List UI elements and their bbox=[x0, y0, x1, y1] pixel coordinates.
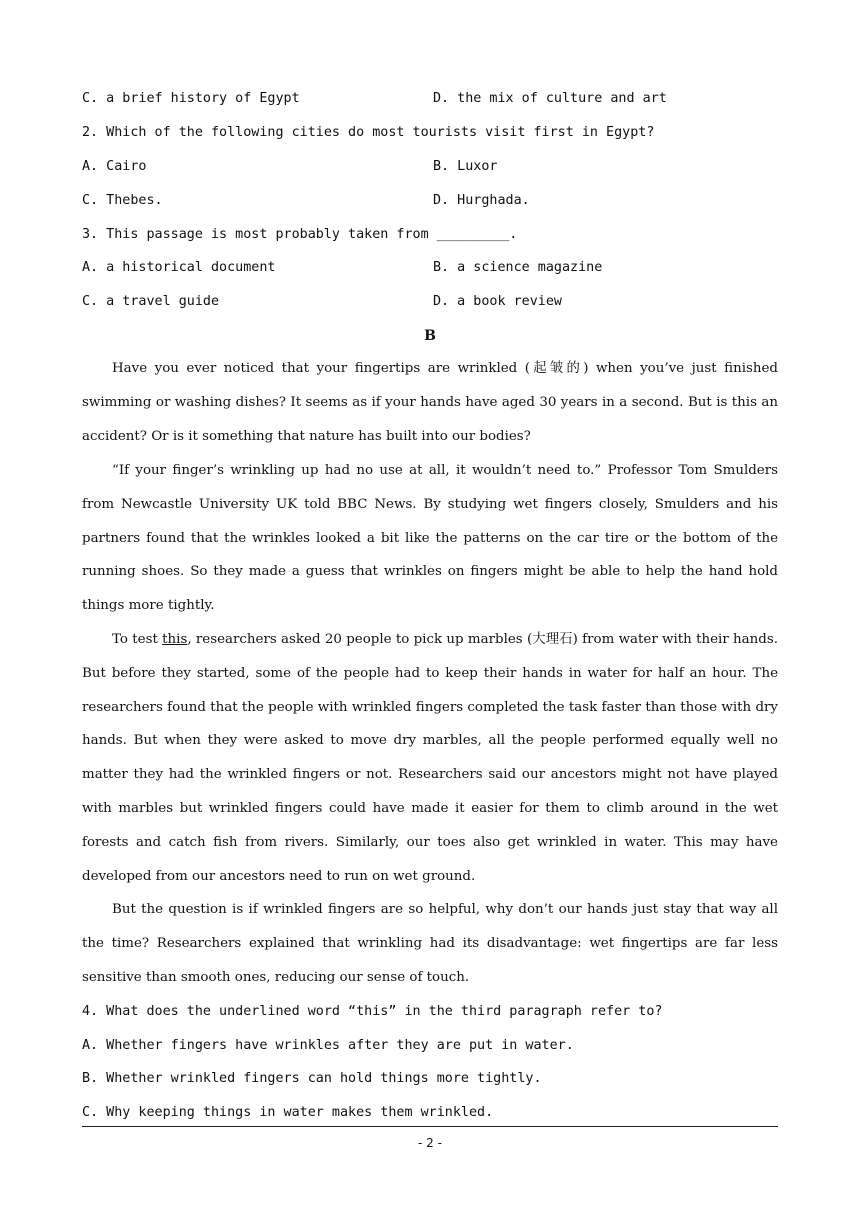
q3-option-c: C. a travel guide bbox=[82, 294, 220, 309]
q3-option-a: A. a historical document bbox=[82, 260, 276, 275]
q4-option-b: B. Whether wrinkled fingers can hold things more tightly. bbox=[82, 1071, 542, 1086]
underlined-word: this bbox=[162, 632, 188, 647]
q1-option-c: C. a brief history of Egypt bbox=[82, 91, 300, 106]
q3-option-d: D. a book review bbox=[433, 294, 562, 309]
paragraph-4: But the question is if wrinkled fingers are so helpful, why don’t our hands just stay that way all the time? Researchers explained that wrinkling had its disadvantage: wet fingertips are far less sensitive than smooth ones, reducing our sense of touch. bbox=[82, 902, 778, 985]
q4-option-a: A. Whether fingers have wrinkles after they are put in water. bbox=[82, 1038, 574, 1053]
footer-divider bbox=[82, 1126, 778, 1127]
q1-option-d: D. the mix of culture and art bbox=[433, 91, 667, 106]
q2-option-a: A. Cairo bbox=[82, 159, 147, 174]
paragraph-3 bbox=[82, 623, 778, 893]
q2-question: 2. Which of the following cities do most tourists visit first in Egypt? bbox=[82, 125, 655, 140]
page-number: - 2 - bbox=[418, 1136, 442, 1150]
paragraph-3-start: To test bbox=[112, 632, 163, 647]
q2-option-c: C. Thebes. bbox=[82, 193, 163, 208]
q4-question: 4. What does the underlined word “this” in the third paragraph refer to? bbox=[82, 1004, 663, 1019]
q2-option-d: D. Hurghada. bbox=[433, 193, 530, 208]
q3-question: 3. This passage is most probably taken from _________. bbox=[82, 227, 518, 242]
paragraph-3-rest: , researchers asked 20 people to pick up marbles (大理石) from water with their hands. But before they started, some of the people had to keep their hands in water for half an hour. The researchers found that the people with wrinkled fingers completed the task faster than those with dry hands. But when they were asked to move dry marbles, all the people performed equally well no matter they had the wrinkled fingers or not. Researchers said our ancestors might not have played with marbles but wrinkled fingers could have made it easier for them to climb around in the wet forests and catch fish from rivers. Similarly, our toes also get wrinkled in water. This may have developed from our ancestors need to run on wet ground. bbox=[82, 632, 778, 884]
q3-option-b: B. a science magazine bbox=[433, 260, 603, 275]
q4-option-c: C. Why keeping things in water makes them wrinkled. bbox=[82, 1105, 494, 1120]
q2-option-b: B. Luxor bbox=[433, 159, 498, 174]
paragraph-1: Have you ever noticed that your fingertips are wrinkled (起皱的) when you’ve just finished swimming or washing dishes? It seems as if your hands have aged 30 years in a second. But is this an accident? Or is it something that nature has built into our bodies? bbox=[82, 361, 778, 444]
paragraph-2: “If your finger’s wrinkling up had no use at all, it wouldn’t need to.” Professor Tom Smulders from Newcastle University UK told BBC News. By studying wet fingers closely, Smulders and his partners found that the wrinkles looked a bit like the patterns on the car tire or the bottom of the running shoes. So they made a guess that wrinkles on fingers might be able to help the hand hold things more tightly. bbox=[82, 463, 778, 614]
section-title: B bbox=[424, 328, 436, 344]
